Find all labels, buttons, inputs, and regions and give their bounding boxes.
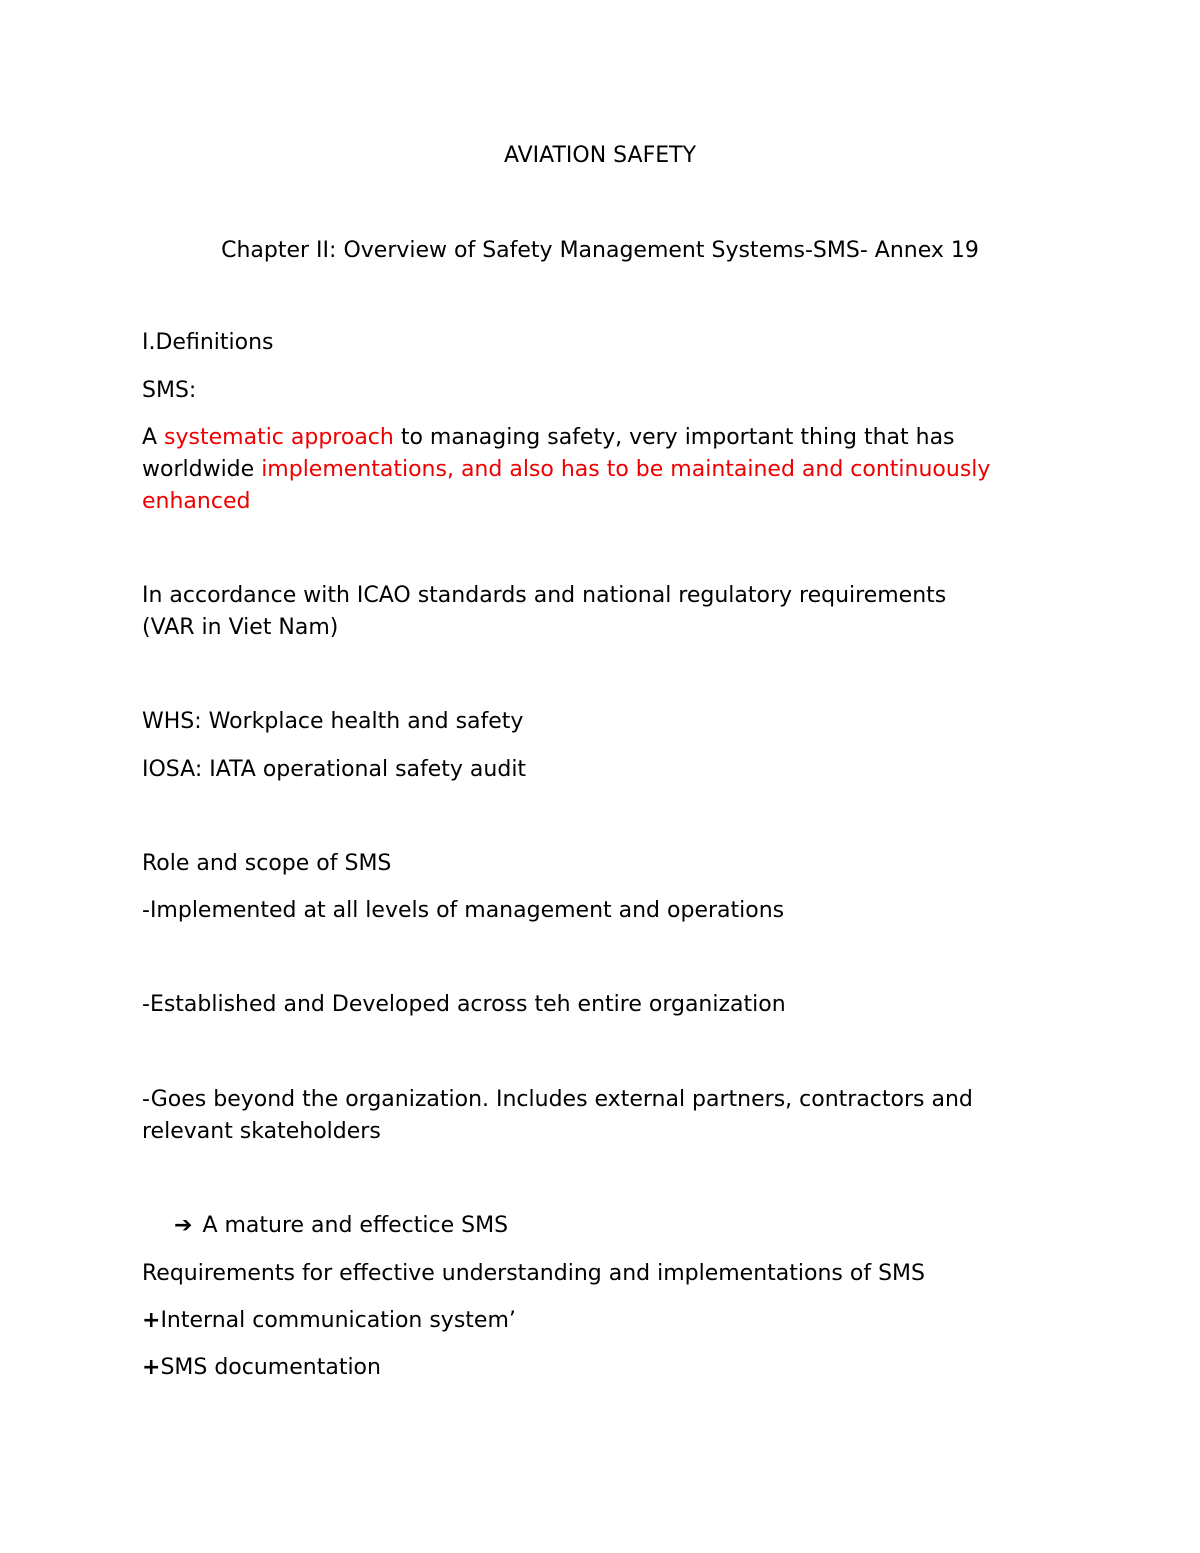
- sms-def-text: worldwide: [142, 457, 262, 482]
- plus-item-sms-documentation: [142, 1352, 381, 1384]
- sms-label: SMS:: [142, 378, 197, 403]
- sms-definition-line-1: [142, 422, 955, 454]
- chapter-heading: Chapter II: Overview of Safety Management Systems-SMS- Annex 19: [221, 238, 979, 263]
- bullet-implemented: -Implemented at all levels of management and operations: [142, 898, 785, 923]
- accordance-line-2: (VAR in Viet Nam): [142, 615, 339, 640]
- sms-def-text: A: [142, 425, 165, 450]
- arrow-item: [174, 1210, 508, 1242]
- whs-definition: WHS: Workplace health and safety: [142, 709, 524, 734]
- bullet-goes-beyond-line-1: -Goes beyond the organization. Includes external partners, contractors and: [142, 1087, 973, 1112]
- plus-icon: +: [142, 1355, 161, 1380]
- plus-item-text: Internal communication system’: [160, 1308, 516, 1333]
- role-scope-heading: Role and scope of SMS: [142, 851, 392, 876]
- sms-definition-line-2: [142, 454, 990, 486]
- arrow-item-text: A mature and effectice SMS: [202, 1213, 509, 1238]
- accordance-line-1: In accordance with ICAO standards and national regulatory requirements: [142, 583, 947, 608]
- bullet-established: -Established and Developed across teh entire organization: [142, 992, 786, 1017]
- sms-def-highlight: systematic approach: [164, 425, 394, 450]
- section-heading-definitions: I.Definitions: [142, 330, 274, 355]
- document-title: AVIATION SAFETY: [503, 143, 697, 168]
- sms-def-highlight: implementations, and also has to be maintained and continuously: [261, 457, 991, 482]
- bullet-goes-beyond-line-2: relevant skateholders: [142, 1119, 381, 1144]
- sms-definition-line-3: enhanced: [142, 489, 251, 514]
- right-arrow-icon: ➔: [174, 1213, 193, 1238]
- plus-item-internal-communication: [142, 1305, 516, 1337]
- sms-def-text: to managing safety, very important thing that has: [393, 425, 955, 450]
- plus-icon: +: [142, 1308, 161, 1333]
- requirements-heading: Requirements for effective understanding and implementations of SMS: [142, 1261, 925, 1286]
- plus-item-text: SMS documentation: [160, 1355, 381, 1380]
- iosa-definition: IOSA: IATA operational safety audit: [142, 757, 527, 782]
